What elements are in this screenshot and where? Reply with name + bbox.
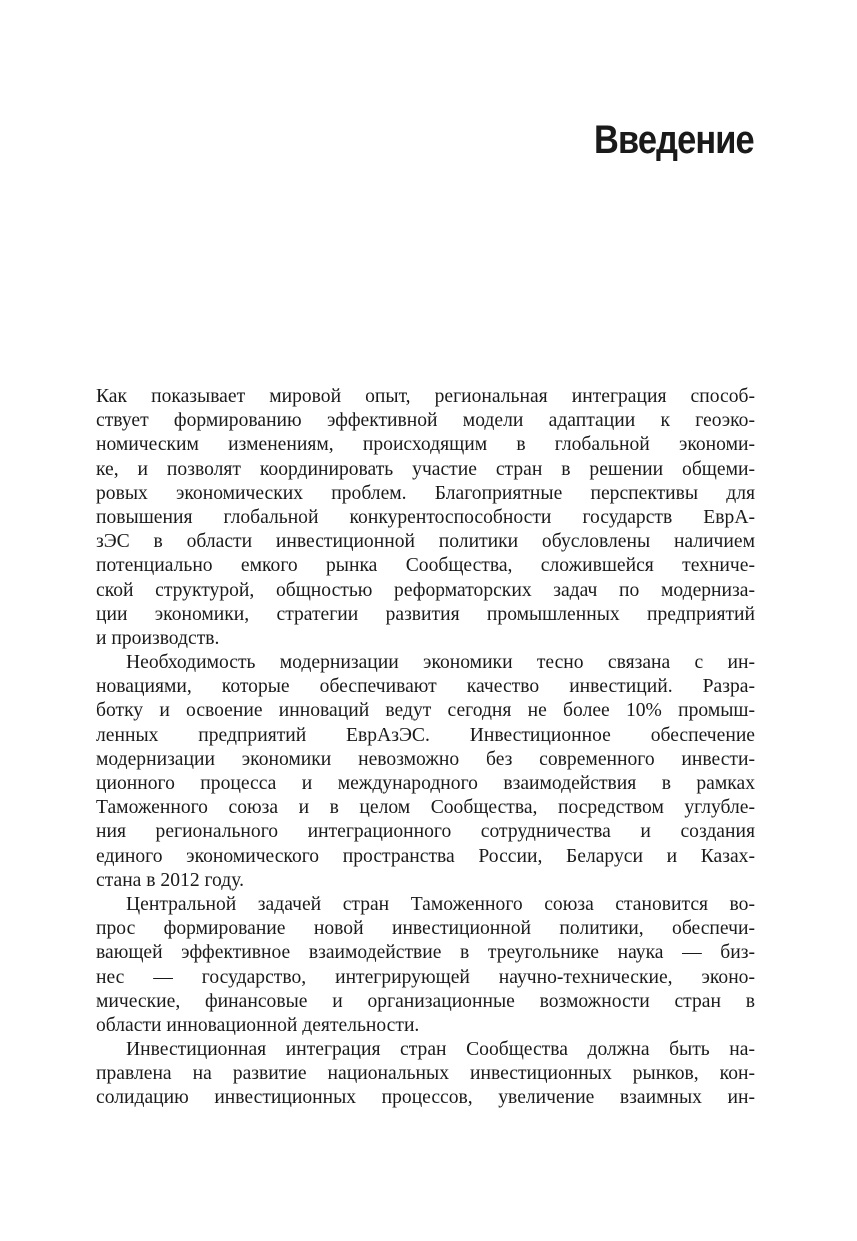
text-line: и производств.: [96, 627, 220, 649]
paragraph: [96, 651, 755, 893]
text-line: Необходимость модернизации экономики тесно связана с ин-: [126, 652, 755, 674]
text-line: номическим изменениям, происходящим в глобальной экономи-: [96, 434, 755, 456]
text-line: вающей эффективное взаимодействие в треугольнике наука — биз-: [96, 942, 755, 964]
text-line: ровых экономических проблем. Благоприятные перспективы для: [96, 482, 755, 504]
text-line: ционного процесса и международного взаимодействия в рамках: [96, 773, 755, 794]
text-line: ния регионального интеграционного сотрудничества и создания: [96, 821, 755, 843]
text-line: Как показывает мировой опыт, региональная интеграция способ-: [96, 386, 755, 407]
text-line: мические, финансовые и организационные возможности стран в: [96, 990, 755, 1012]
text-line: потенциально емкого рынка Сообщества, сложившейся техниче-: [96, 555, 755, 577]
text-line: ботку и освоение инноваций ведут сегодня не более 10% промыш-: [96, 700, 755, 722]
text-line: Таможенного союза и в целом Сообщества, посредством углубле-: [96, 797, 755, 819]
text-line: модернизации экономики невозможно без современного инвести-: [96, 748, 755, 770]
text-line: нес — государство, интегрирующей научно-технические, эконо-: [96, 966, 755, 988]
text-line: ской структурой, общностью реформаторских задач по модерниза-: [96, 579, 755, 601]
paragraph: [96, 385, 755, 651]
text-line: ленных предприятий ЕврАзЭС. Инвестиционное обеспечение: [96, 724, 755, 746]
text-line: ции экономики, стратегии развития промышленных предприятий: [96, 603, 755, 625]
text-line: единого экономического пространства России, Беларуси и Казах-: [96, 845, 755, 867]
text-line: Инвестиционная интеграция стран Сообщества должна быть на-: [126, 1039, 755, 1061]
text-line: стана в 2012 году.: [96, 869, 244, 891]
text-line: области инновационной деятельности.: [96, 1014, 420, 1036]
text-line: повышения глобальной конкурентоспособности государств ЕврА-: [96, 506, 755, 528]
paragraph: [96, 1038, 755, 1111]
text-line: прос формирование новой инвестиционной политики, обеспечи-: [96, 918, 755, 940]
body-text: [96, 385, 755, 1111]
text-line: Центральной задачей стран Таможенного союза становится во-: [126, 893, 755, 915]
text-line: ке, и позволят координировать участие стран в решении общеми-: [96, 458, 755, 480]
text-line: зЭС в области инвестиционной политики обусловлены наличием: [96, 531, 755, 553]
paragraph: [96, 893, 755, 1038]
text-line: правлена на развитие национальных инвестиционных рынков, кон-: [96, 1063, 755, 1085]
text-line: новациями, которые обеспечивают качество инвестиций. Разра-: [96, 676, 755, 698]
text-line: солидацию инвестиционных процессов, увеличение взаимных ин-: [96, 1087, 755, 1109]
text-line: ствует формированию эффективной модели адаптации к геоэко-: [96, 410, 755, 432]
chapter-title: Введение: [594, 118, 754, 162]
